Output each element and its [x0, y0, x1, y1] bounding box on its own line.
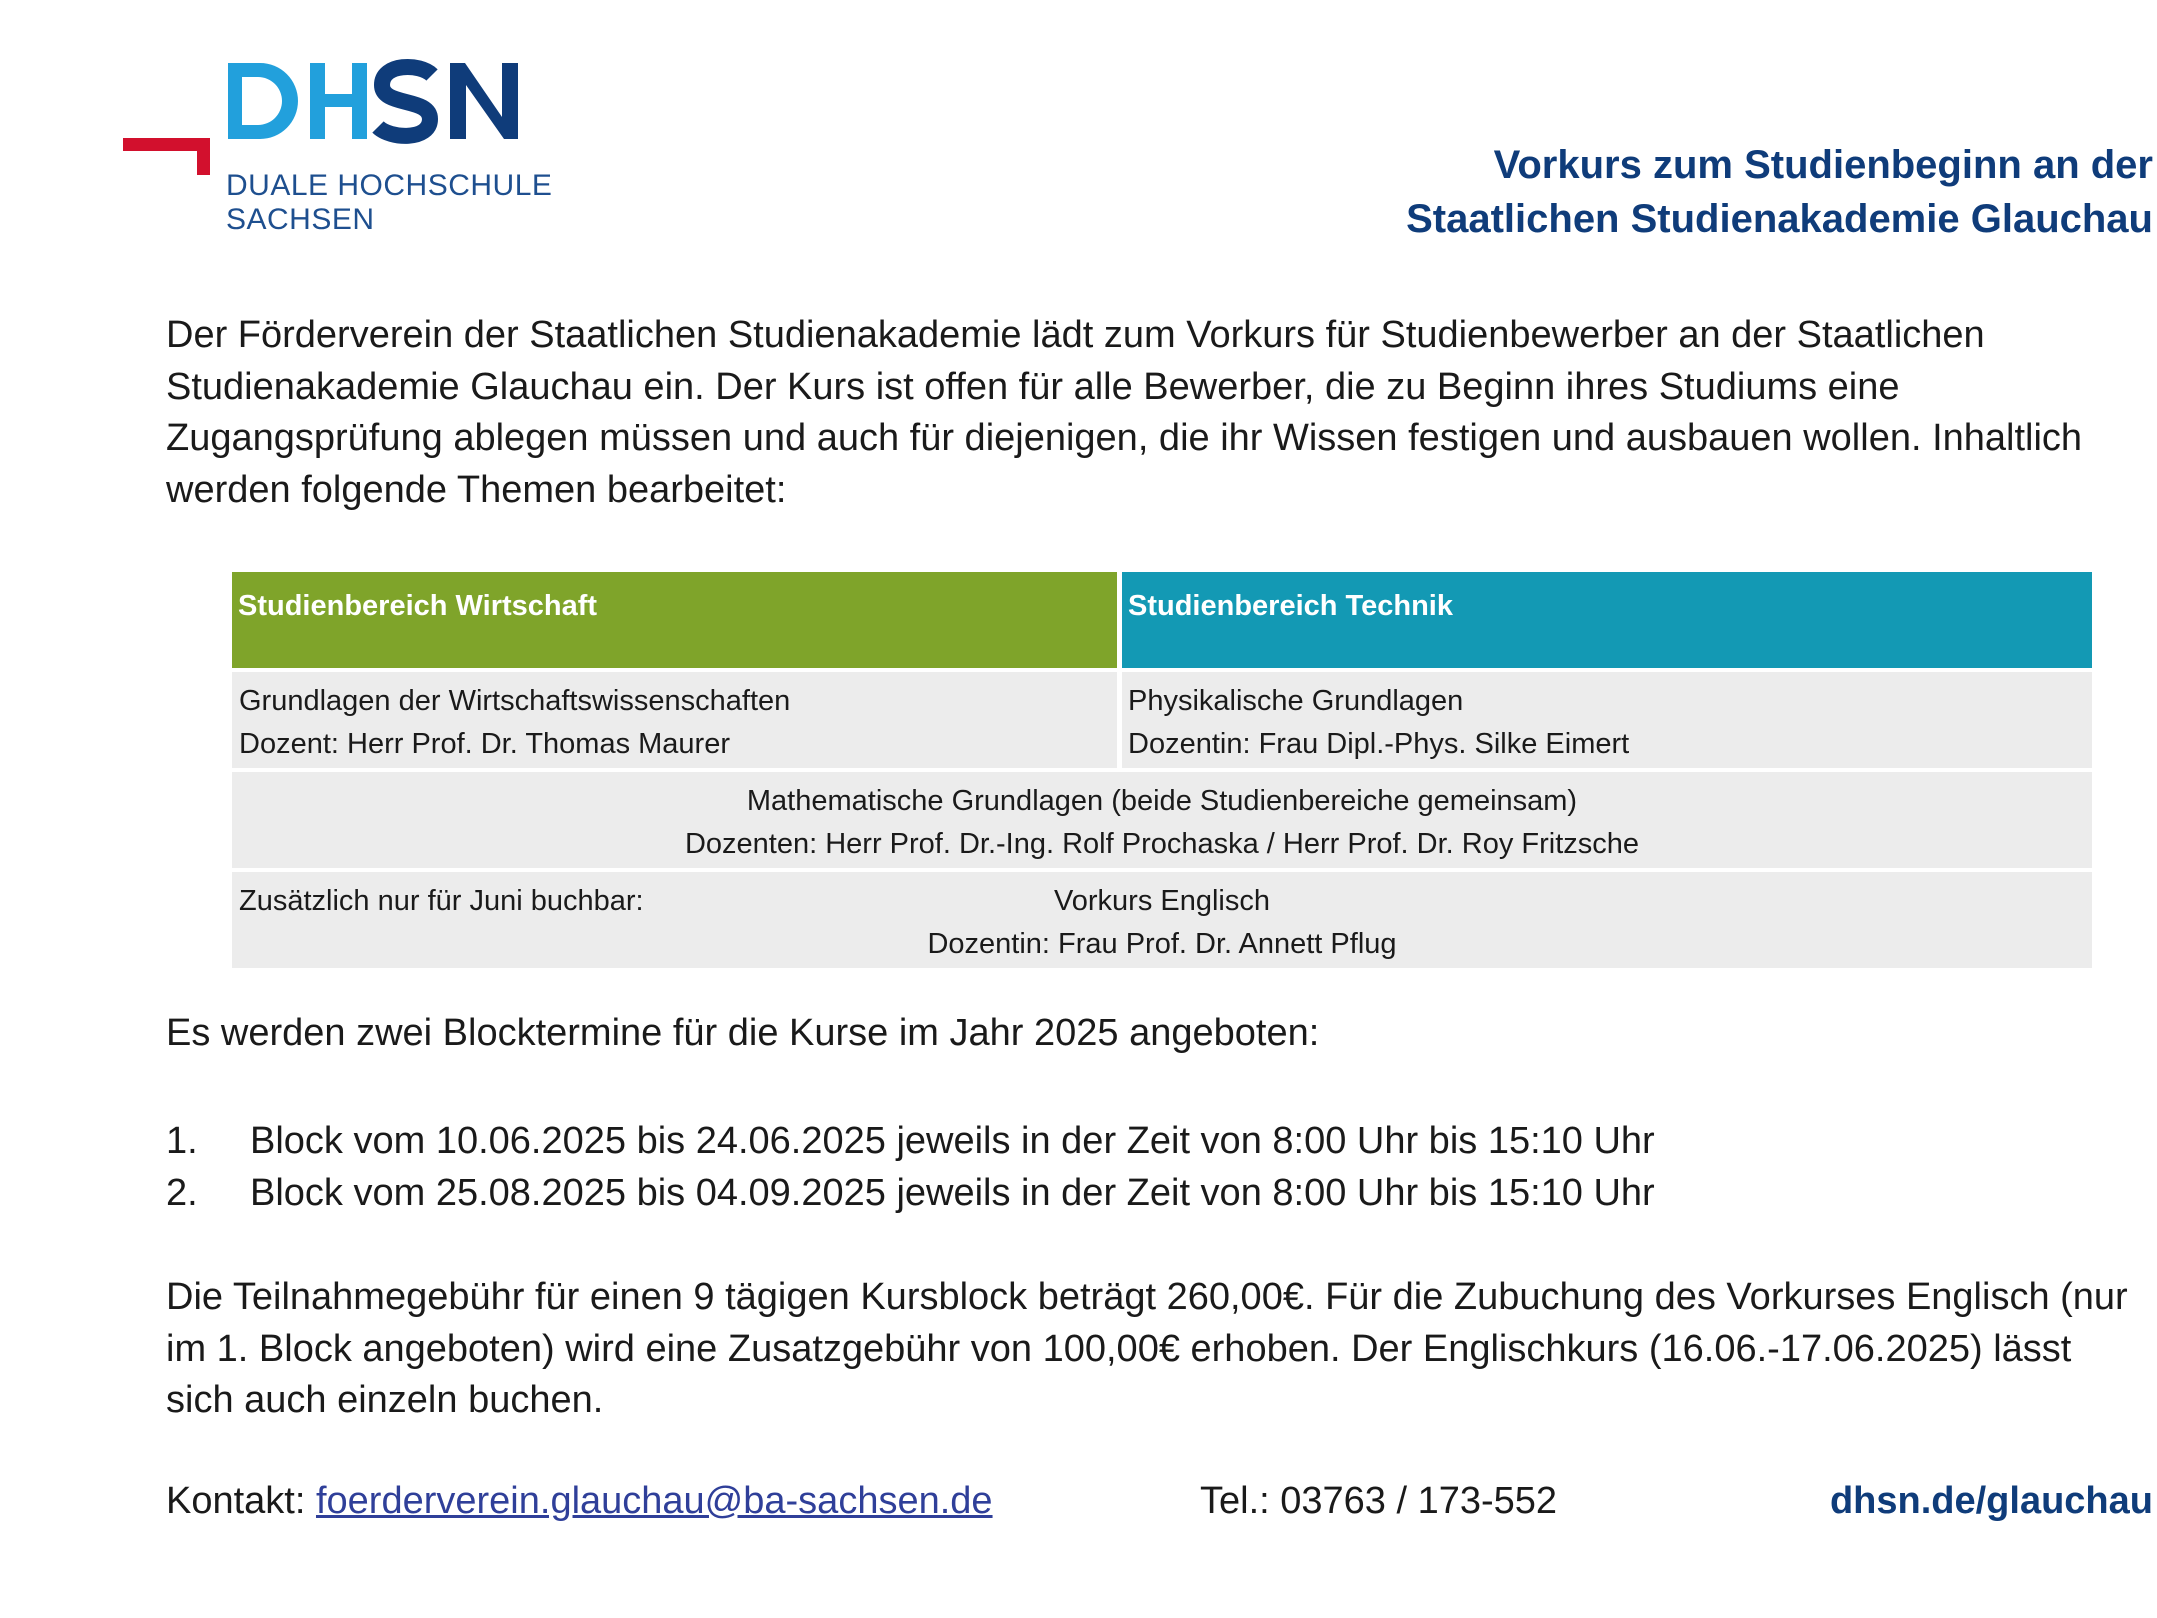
english-topic: Vorkurs Englisch [1054, 885, 1270, 917]
heading-line2: Staatlichen Studienakademie Glauchau [1406, 197, 2153, 241]
list-item-number: 1. [166, 1120, 198, 1162]
website-link[interactable]: dhsn.de/glauchau [1829, 1480, 2153, 1522]
dhsn-logo-mark [120, 55, 540, 175]
block-list [166, 1116, 1655, 1219]
blocks-intro: Es werden zwei Blocktermine für die Kurse im Jahr 2025 angeboten: [166, 1012, 1320, 1054]
contact-phone: Tel.: 03763 / 173-552 [1200, 1480, 1558, 1522]
list-item-text: Block vom 10.06.2025 bis 24.06.2025 jeweils in der Zeit von 8:00 Uhr bis 15:10 Uhr [250, 1120, 1655, 1162]
page-heading [1406, 138, 2153, 246]
math-topic: Mathematische Grundlagen (beide Studienbereiche gemeinsam) [746, 785, 1578, 817]
wirtschaft-lecturer: Dozent: Herr Prof. Dr. Thomas Maurer [239, 728, 731, 760]
cell-math-course [232, 772, 2092, 868]
cell-english-course [232, 872, 2092, 968]
contact-line [166, 1480, 993, 1523]
list-item-text: Block vom 25.08.2025 bis 04.09.2025 jeweils in der Zeit von 8:00 Uhr bis 15:10 Uhr [250, 1171, 1655, 1214]
english-lecturer: Dozentin: Frau Prof. Dr. Annett Pflug [927, 928, 1397, 960]
list-item-number: 2. [166, 1171, 198, 1214]
contact-email-link[interactable]: foerderverein.glauchau@ba-sachsen.de [315, 1480, 993, 1522]
fee-paragraph: Die Teilnahmegebühr für einen 9 tägigen Kursblock beträgt 260,00€. Für die Zubuchung des Vorkurses Englisch (nur im 1. Block angeboten) wird eine Zusatzgebühr von 100,00€ erhoben. Der Englischkurs (16.06.-17.06.2025) lässt sich auch einzeln buchen. [166, 1276, 2128, 1421]
technik-topic: Physikalische Grundlagen [1128, 685, 1464, 717]
technik-lecturer: Dozentin: Frau Dipl.-Phys. Silke Eimert [1128, 728, 1630, 760]
contact-label: Kontakt: [166, 1480, 316, 1522]
cell-wirtschaft-course [232, 672, 1117, 768]
list-item [166, 1116, 1655, 1168]
list-item [166, 1168, 1655, 1220]
logo-subtitle-line2: SACHSEN [226, 203, 375, 236]
heading-line1: Vorkurs zum Studienbeginn an der [1493, 143, 2153, 187]
header-technik: Studienbereich Technik [1122, 572, 2092, 668]
logo-subtitle-line1: DUALE HOCHSCHULE [226, 169, 553, 202]
english-extra-label: Zusätzlich nur für Juni buchbar: [239, 885, 644, 917]
wirtschaft-topic: Grundlagen der Wirtschaftswissenschaften [239, 685, 791, 717]
math-lecturers: Dozenten: Herr Prof. Dr.-Ing. Rolf Prochaska / Herr Prof. Dr. Roy Fritzsche [684, 828, 1640, 860]
intro-paragraph: Der Förderverein der Staatlichen Studienakademie lädt zum Vorkurs für Studienbewerber an der Staatlichen Studienakademie Glauchau ein. Der Kurs ist offen für alle Bewerber, die zu Beginn ihres Studiums eine Zugangsprüfung ablegen müssen und auch für diejenigen, die ihr Wissen festigen und ausbauen wollen. Inhaltlich werden folgende Themen bearbeitet: [166, 314, 2083, 511]
cell-technik-course [1122, 672, 2092, 768]
dhsn-logo [120, 55, 560, 245]
course-table [232, 572, 2092, 968]
header-wirtschaft: Studienbereich Wirtschaft [232, 572, 1117, 668]
english-course-info [232, 880, 2092, 966]
